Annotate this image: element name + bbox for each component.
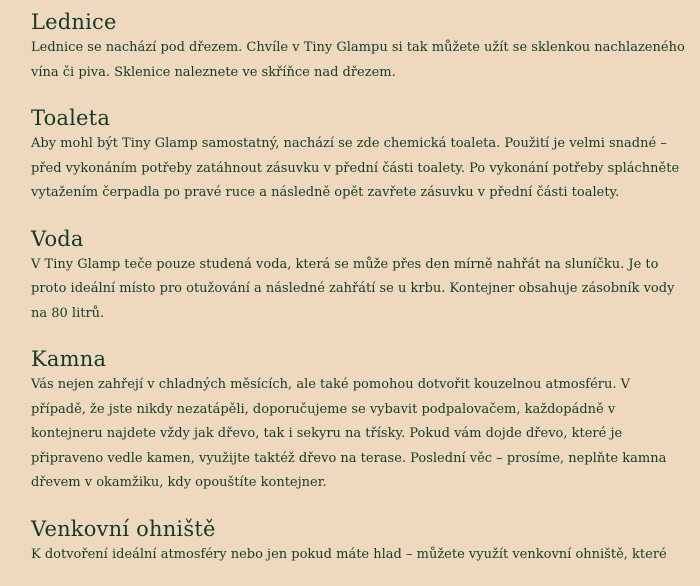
section-text-lednice: Lednice se nachází pod dřezem. Chvíle v Tiny Glampu si tak můžete užít se sklenkou nachlazeného vína či piva. Sklenice naleznete ve skříňce nad dřezem. bbox=[31, 40, 685, 80]
section-text-voda: V Tiny Glamp teče pouze studená voda, která se může přes den mírně nahřát na sluníčku. Je to proto ideální místo pro otužování a následné zahřátí se u krbu. Kontejner obsahuje zásobník vody na 80 litrů. bbox=[31, 256, 675, 321]
section-title-toaleta: Toaleta bbox=[31, 106, 111, 130]
section-lednice bbox=[31, 8, 686, 85]
section-title-venkovni-ohniste: Venkovní ohniště bbox=[31, 516, 216, 541]
section-text-kamna: Vás nejen zahřejí v chladných měsících, ale také pomohou dotvořit kouzelnou atmosféru. V případě, že jste nikdy nezatápěli, doporučujeme se vybavit podpalovačem, každopádně v kontejneru najdete vždy jak dřevo, tak i sekyru na třísky. Pokud vám dojde dřevo, které je připraveno vedle kamen, využijte taktéž dřevo na terase. Poslední věc – prosíme, neplňte kamna dřevem v okamžiku, kdy opouštíte kontejner. bbox=[31, 377, 667, 490]
section-text-toaleta: Aby mohl být Tiny Glamp samostatný, nachází se zde chemická toaleta. Použití je velmi snadné – před vykonáním potřeby zatáhnout zásuvku v přední části toalety. Po vykonání potřeby spláchněte vytažením čerpadla po pravé ruce a následně opět zavřete zásuvku v přední části toalety. bbox=[31, 136, 680, 200]
section-text-venkovni-ohniste: K dotvoření ideální atmosféry nebo jen pokud máte hlad – můžete využít venkovní ohniště, které bbox=[31, 546, 667, 562]
section-kamna bbox=[31, 345, 686, 496]
section-voda bbox=[31, 225, 686, 327]
section-venkovni-ohniste bbox=[31, 515, 686, 568]
section-title-voda: Voda bbox=[31, 226, 84, 251]
section-title-kamna: Kamna bbox=[31, 347, 107, 371]
section-title-lednice: Lednice bbox=[31, 10, 117, 34]
document-page bbox=[31, 8, 686, 586]
section-toaleta bbox=[31, 104, 686, 206]
